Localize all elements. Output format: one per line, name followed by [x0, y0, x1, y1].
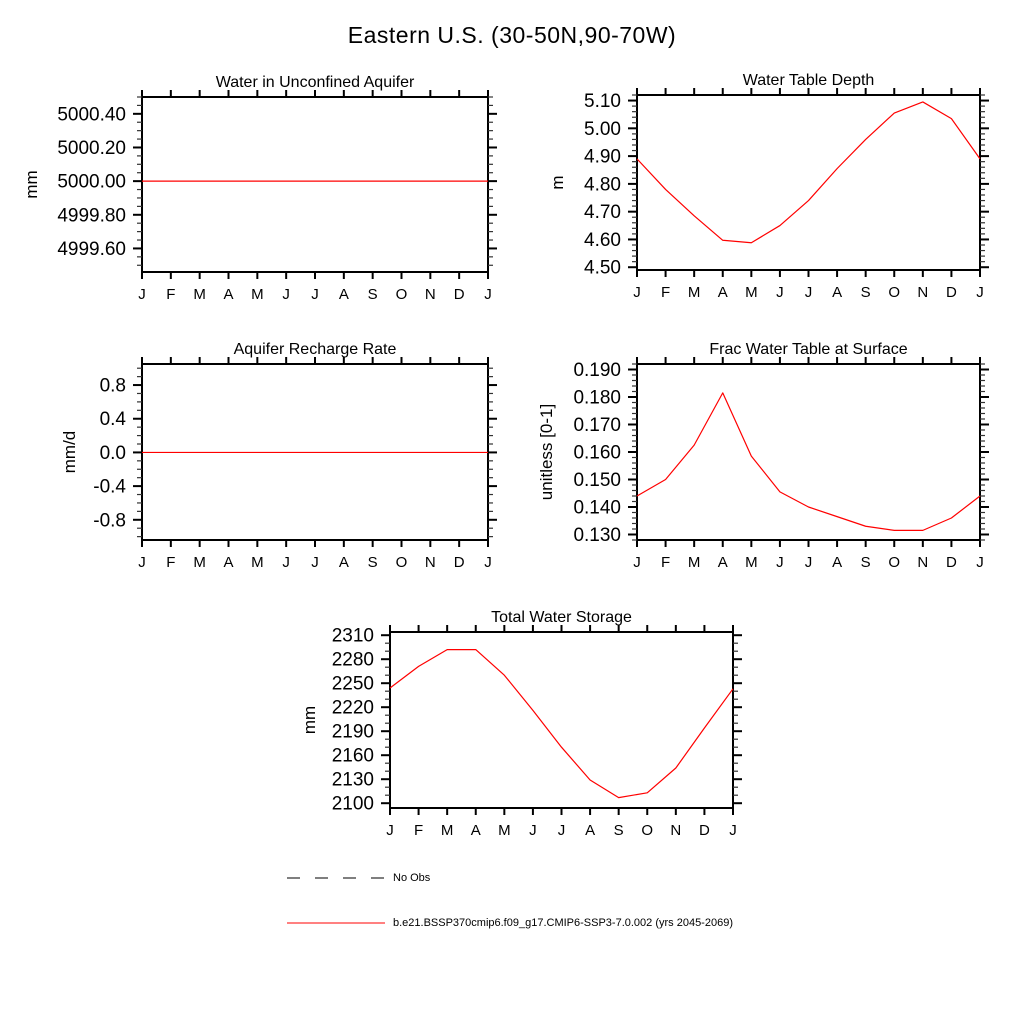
- x-tick-label: S: [860, 554, 871, 571]
- x-tick-label: A: [470, 822, 481, 839]
- y-axis-title: unitless [0-1]: [537, 403, 556, 501]
- x-tick-label: S: [367, 286, 378, 303]
- x-tick-label: D: [453, 286, 465, 303]
- y-tick-label: 2130: [331, 769, 374, 791]
- y-tick-label: 5000.00: [57, 171, 126, 193]
- panel-title: Aquifer Recharge Rate: [233, 341, 397, 358]
- x-tick-label: N: [424, 286, 436, 303]
- x-tick-label: F: [166, 554, 176, 571]
- x-tick-label: J: [311, 554, 319, 571]
- panel-title: Frac Water Table at Surface: [709, 341, 908, 358]
- y-tick-label: 0.160: [573, 442, 621, 464]
- y-tick-label: -0.8: [93, 510, 126, 532]
- y-axis-title: m: [548, 175, 567, 190]
- y-axis-title: mm: [300, 705, 319, 735]
- no-obs-line-swatch: [285, 871, 389, 885]
- x-tick-label: A: [223, 554, 234, 571]
- y-tick-label: 2250: [331, 673, 374, 695]
- x-tick-label: J: [633, 554, 641, 571]
- model-line-swatch: [285, 916, 389, 930]
- x-tick-label: O: [641, 822, 654, 839]
- y-tick-label: 4999.80: [57, 205, 126, 227]
- x-tick-label: O: [888, 554, 901, 571]
- y-tick-label: 5.10: [584, 91, 621, 113]
- legend-entry-model-run: [285, 916, 733, 930]
- y-axis-title: mm/d: [60, 430, 79, 474]
- x-tick-label: J: [529, 822, 537, 839]
- y-tick-label: 0.4: [99, 409, 126, 431]
- legend-label-model-run: b.e21.BSSP370cmip6.f09_g17.CMIP6-SSP3-7.0.002 (yrs 2045-2069): [393, 917, 733, 929]
- x-tick-label: A: [832, 284, 843, 301]
- figure-title: Eastern U.S. (30-50N,90-70W): [347, 22, 677, 48]
- y-tick-label: 2280: [331, 649, 374, 671]
- x-tick-label: M: [745, 284, 758, 301]
- x-tick-label: M: [251, 286, 264, 303]
- x-tick-label: A: [585, 822, 596, 839]
- x-tick-label: M: [193, 286, 206, 303]
- x-tick-label: F: [660, 554, 671, 571]
- x-tick-label: J: [138, 286, 146, 303]
- x-tick-label: M: [687, 284, 701, 301]
- x-tick-label: M: [745, 554, 758, 571]
- y-tick-label: 0.190: [573, 360, 621, 381]
- y-tick-label: 0.170: [573, 415, 621, 436]
- x-tick-label: D: [945, 284, 957, 301]
- x-tick-label: F: [413, 822, 424, 839]
- y-minor-ticks: [385, 643, 738, 795]
- x-tick-label: A: [832, 554, 843, 571]
- data-series-line: [390, 650, 733, 798]
- y-tick-label: 2220: [331, 697, 374, 719]
- panel-title: Total Water Storage: [491, 609, 632, 626]
- x-tick-label: J: [282, 286, 290, 303]
- x-tick-label: J: [776, 554, 784, 571]
- y-tick-label: 5000.40: [57, 104, 126, 126]
- y-tick-label: 4.60: [584, 229, 621, 251]
- x-tick-label: J: [484, 286, 492, 303]
- legend-label-no-obs: No Obs: [393, 872, 431, 884]
- y-tick-label: 4.90: [584, 146, 621, 168]
- x-tick-label: D: [698, 822, 710, 839]
- x-tick-label: N: [917, 554, 929, 571]
- x-tick-label: J: [804, 284, 813, 301]
- x-tick-label: N: [917, 284, 929, 301]
- x-tick-label: J: [804, 554, 813, 571]
- y-tick-label: 0.140: [573, 497, 621, 519]
- x-tick-label: A: [717, 554, 728, 571]
- x-tick-label: M: [498, 822, 511, 839]
- x-tick-label: J: [776, 284, 784, 301]
- y-tick-label: 2190: [331, 721, 374, 743]
- x-tick-label: S: [860, 284, 871, 301]
- y-tick-label: 2100: [331, 793, 374, 815]
- x-tick-label: M: [251, 554, 264, 571]
- y-tick-label: 5000.20: [57, 137, 126, 159]
- x-tick-label: S: [367, 554, 378, 571]
- x-tick-label: S: [613, 822, 624, 839]
- x-tick-label: M: [440, 822, 454, 839]
- x-tick-label: O: [888, 284, 901, 301]
- y-tick-label: 2310: [331, 625, 374, 647]
- y-axis-title: mm: [22, 170, 41, 199]
- y-tick-label: 4.80: [584, 174, 621, 196]
- x-tick-label: J: [138, 554, 146, 571]
- x-tick-label: A: [338, 554, 349, 571]
- x-tick-label: A: [338, 286, 349, 303]
- y-tick-label: 5.00: [584, 118, 621, 140]
- x-tick-label: M: [687, 554, 701, 571]
- x-tick-label: O: [395, 286, 408, 303]
- x-tick-label: J: [386, 822, 394, 839]
- plot-frame: [390, 632, 733, 808]
- y-tick-label: -0.4: [93, 476, 126, 498]
- y-tick-label: 0.150: [573, 470, 621, 491]
- x-tick-label: D: [945, 554, 957, 571]
- x-tick-label: N: [424, 554, 436, 571]
- y-tick-label: 0.8: [99, 375, 126, 397]
- legend-entry-no-obs: [285, 871, 430, 885]
- x-tick-label: J: [282, 554, 290, 571]
- x-tick-label: O: [395, 554, 408, 571]
- x-tick-label: J: [976, 284, 984, 301]
- y-tick-label: 4.50: [584, 257, 621, 279]
- x-tick-label: M: [193, 554, 206, 571]
- x-tick-label: J: [311, 286, 319, 303]
- y-tick-label: 0.130: [573, 525, 621, 546]
- y-tick-label: 2160: [331, 745, 374, 767]
- y-tick-label: 4.70: [584, 202, 621, 224]
- panel-title: Water Table Depth: [742, 72, 875, 89]
- x-tick-label: A: [223, 286, 234, 303]
- x-tick-label: N: [670, 822, 682, 839]
- x-tick-label: J: [976, 554, 984, 571]
- x-tick-label: J: [557, 822, 566, 839]
- y-tick-label: 0.0: [99, 442, 126, 464]
- x-tick-label: D: [453, 554, 465, 571]
- axis-ticks: [381, 625, 742, 815]
- panel-title: Water in Unconfined Aquifer: [215, 74, 415, 91]
- x-tick-label: F: [660, 284, 671, 301]
- x-tick-label: A: [717, 284, 728, 301]
- x-tick-label: J: [633, 284, 641, 301]
- x-tick-label: F: [166, 286, 176, 303]
- x-tick-label: J: [729, 822, 737, 839]
- y-tick-label: 0.180: [573, 387, 621, 409]
- x-tick-label: J: [484, 554, 492, 571]
- y-tick-label: 4999.60: [57, 238, 126, 260]
